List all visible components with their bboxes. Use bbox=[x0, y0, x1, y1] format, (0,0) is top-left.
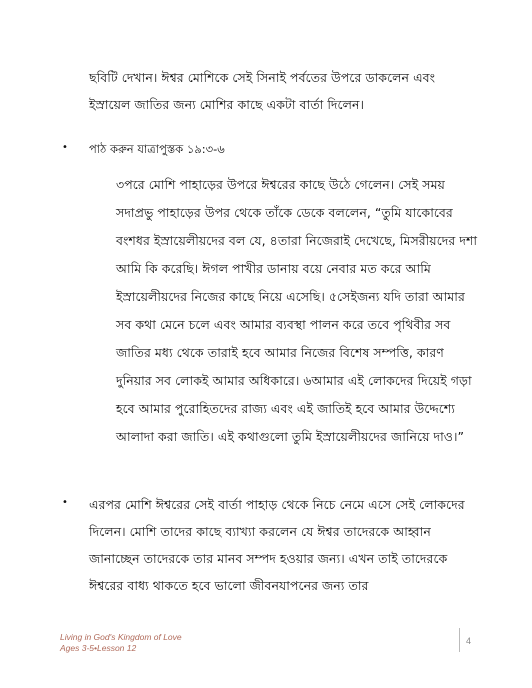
scripture-quote: ৩পরে মোশি পাহাড়ের উপরে ঈশ্বরের কাছে উঠে গেলেন। সেই সময় সদাপ্রভু পাহাড়ের উপর থেকে তাঁকে ডেকে বললেন, “তুমি যাকোবের বংশধর ইস্রায়েলীয়দের বল যে, ৪তারা নিজেরাই দেখেছে, মিসরীয়দের দশা আমি কি করেছি। ঈগল পাখীর ডানায় বয়ে নেবার মত করে আমি ইস্রায়েলীয়দের নিজের কাছে নিয়ে এসেছি। ৫সেইজন্য যদি তারা আমার সব কথা মেনে চলে এবং আমার ব্যবস্থা পালন করে তবে পৃথিবীর সব জাতির মধ্য থেকে তারাই হবে আমার নিজের বিশেষ সম্পত্তি, কারণ দুনিয়ার সব লোকই আমার অধিকারে। ৬আমার এই লোকদের দিয়েই গড়া হবে আমার পুরোহিতদের রাজ্য এবং এই জাতিই হবে আমার উদ্দেশ্যে আলাদা করা জাতি। এই কথাগুলো তুমি ইস্রায়েলীয়দের জানিয়ে দাও।” bbox=[116, 177, 478, 444]
bullet-dot-icon: • bbox=[62, 142, 68, 153]
bullet-dot-icon: • bbox=[62, 497, 68, 508]
reading-instruction: পাঠ করুন যাত্রাপুস্তক ১৯:৩-৬ bbox=[89, 142, 225, 156]
explanation-paragraph: এরপর মোশি ঈশ্বরের সেই বার্তা পাহাড় থেকে নিচে নেমে এসে সেই লোকদের দিলেন। মোশি তাদের কাছে ব্যাখ্যা করলেন যে ঈশ্বর তাদেরকে আহ্বান জানাচ্ছেন তাদেরকে তার মানব সম্পদ হওয়ার জন্য। এখন তাই তাদেরকে ঈশ্বরের বাধ্য থাকতে হবে ভালো জীবনযাপনের জন্য তার bbox=[89, 497, 465, 593]
intro-paragraph: ছবিটি দেখান। ঈশ্বর মোশিকে সেই সিনাই পর্বতের উপরে ডাকলেন এবং ইস্রায়েল জাতির জন্য মোশির কাছে একটা বার্তা দিলেন। bbox=[89, 70, 436, 112]
footer-divider bbox=[459, 628, 460, 652]
footer-info bbox=[60, 632, 182, 654]
footer-title: Living in God's Kingdom of Love bbox=[60, 632, 182, 642]
footer-lesson: Ages 3-5•Lesson 12 bbox=[60, 643, 137, 653]
page-number: 4 bbox=[466, 636, 472, 646]
